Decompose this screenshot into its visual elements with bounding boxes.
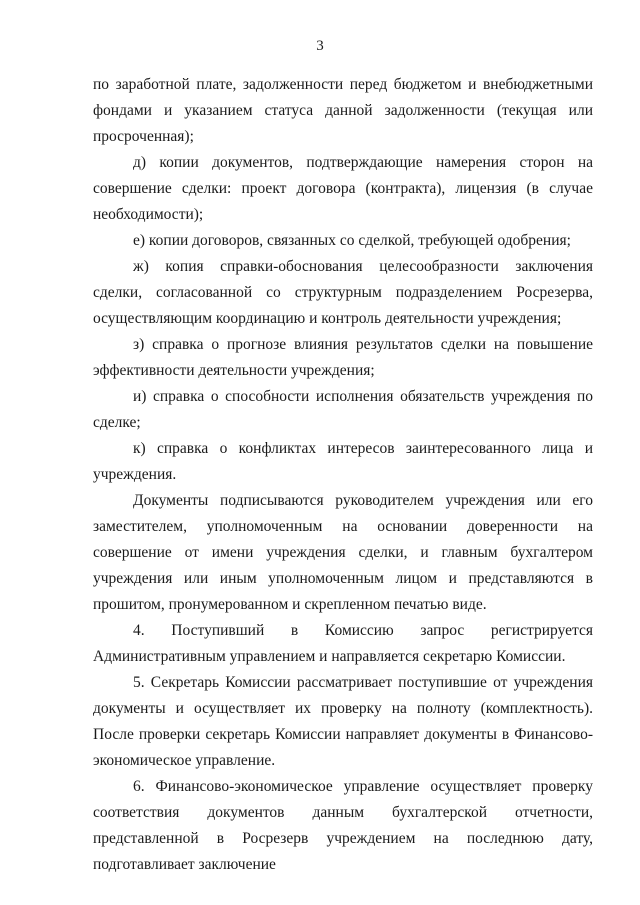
paragraph-documents-signing: Документы подписываются руководителем учреждения или его заместителем, уполномоченным на основании доверенности на совершение от имени учреждения сделки, и главным бухгалтером учреждения или иным уполномоченным лицом и представляются в прошитом, пронумерованном и скрепленном печатью виде. — [93, 492, 593, 613]
paragraph-continuation: по заработной плате, задолженности перед бюджетом и внебюджетными фондами и указанием статуса данной задолженности (текущая или просроченная); — [93, 76, 593, 145]
list-item-zh: ж) копия справки-обоснования целесообразности заключения сделки, согласованной со структурным подразделением Росрезерва, осуществляющим координацию и контроль деятельности учреждения; — [93, 258, 593, 327]
clause-5: 5. Секретарь Комиссии рассматривает поступившие от учреждения документы и осуществляет их проверку на полноту (комплектность). После проверки секретарь Комиссии направляет документы в Финансово-экономическое управление. — [93, 674, 593, 769]
list-item-z: з) справка о прогнозе влияния результатов сделки на повышение эффективности деятельности учреждения; — [93, 336, 593, 379]
list-item-k: к) справка о конфликтах интересов заинтересованного лица и учреждения. — [93, 440, 593, 483]
list-item-d: д) копии документов, подтверждающие намерения сторон на совершение сделки: проект договора (контракта), лицензия (в случае необходимости); — [93, 154, 593, 223]
list-item-i: и) справка о способности исполнения обязательств учреждения по сделке; — [93, 388, 593, 431]
document-body — [93, 72, 593, 878]
clause-6: 6. Финансово-экономическое управление осуществляет проверку соответствия документов данным бухгалтерской отчетности, представленной в Росрезерв учреждением на последнюю дату, подготавливает заключение — [93, 778, 593, 873]
clause-4: 4. Поступивший в Комиссию запрос регистрируется Административным управлением и направляется секретарю Комиссии. — [93, 622, 593, 665]
page-number: 3 — [316, 38, 324, 54]
list-item-e: е) копии договоров, связанных со сделкой, требующей одобрения; — [133, 232, 571, 249]
